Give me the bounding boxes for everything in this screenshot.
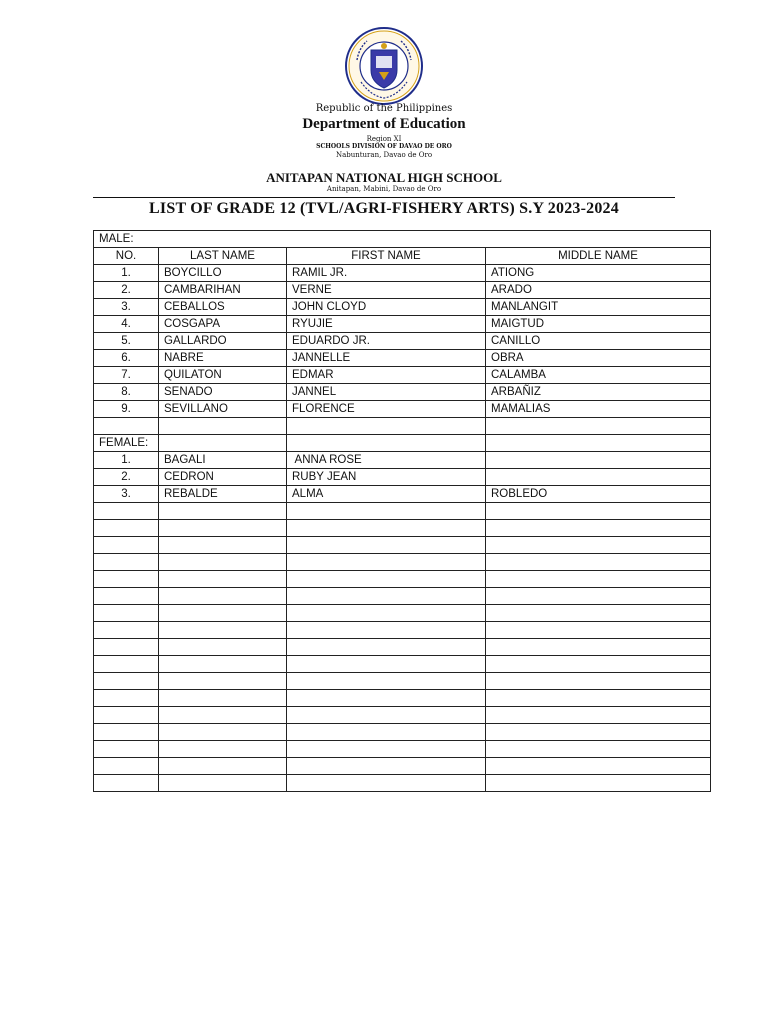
table-cell xyxy=(159,520,287,537)
table-row xyxy=(94,299,711,316)
table-row-empty xyxy=(94,622,711,639)
table-cell: EDUARDO JR. xyxy=(287,333,486,350)
table-cell: ARBAÑIZ xyxy=(486,384,711,401)
table-cell: 9. xyxy=(94,401,159,418)
table-cell xyxy=(486,605,711,622)
table-cell xyxy=(94,537,159,554)
table-cell xyxy=(287,520,486,537)
municipality-line: Nabunturan, Davao de Oro xyxy=(335,151,433,159)
table-cell xyxy=(486,707,711,724)
table-cell: 7. xyxy=(94,367,159,384)
table-cell xyxy=(159,418,287,435)
table-cell xyxy=(486,639,711,656)
table-row-empty xyxy=(94,503,711,520)
table-cell xyxy=(486,537,711,554)
table-cell xyxy=(486,741,711,758)
table-header-row xyxy=(94,248,711,265)
table-cell xyxy=(287,656,486,673)
table-cell xyxy=(94,503,159,520)
table-cell: SEVILLANO xyxy=(159,401,287,418)
section-row-female xyxy=(94,435,711,452)
table-cell: 5. xyxy=(94,333,159,350)
table-cell xyxy=(287,690,486,707)
table-cell: 3. xyxy=(94,486,159,503)
table-row-empty xyxy=(94,758,711,775)
table-cell xyxy=(486,656,711,673)
table-row xyxy=(94,350,711,367)
division-line: SCHOOLS DIVISION OF DAVAO DE ORO xyxy=(316,143,452,150)
column-header: MIDDLE NAME xyxy=(486,248,711,265)
table-cell: COSGAPA xyxy=(159,316,287,333)
table-row-empty xyxy=(94,639,711,656)
column-header: NO. xyxy=(94,248,159,265)
female-section-label: FEMALE: xyxy=(94,435,159,452)
table-cell xyxy=(486,469,711,486)
table-cell xyxy=(159,690,287,707)
table-row xyxy=(94,486,711,503)
table-cell xyxy=(287,435,486,452)
table-cell: FLORENCE xyxy=(287,401,486,418)
table-cell: BOYCILLO xyxy=(159,265,287,282)
table-cell xyxy=(159,724,287,741)
table-cell: CALAMBA xyxy=(486,367,711,384)
table-cell xyxy=(94,554,159,571)
table-cell: 3. xyxy=(94,299,159,316)
table-cell xyxy=(159,435,287,452)
table-cell xyxy=(486,520,711,537)
table-row-empty xyxy=(94,588,711,605)
table-cell: JANNEL xyxy=(287,384,486,401)
table-cell xyxy=(94,656,159,673)
table-cell xyxy=(287,605,486,622)
table-cell xyxy=(94,520,159,537)
table-cell xyxy=(159,741,287,758)
table-row xyxy=(94,384,711,401)
table-cell xyxy=(159,622,287,639)
table-cell xyxy=(287,571,486,588)
table-cell: 2. xyxy=(94,469,159,486)
school-name: ANITAPAN NATIONAL HIGH SCHOOL xyxy=(266,170,502,185)
table-cell xyxy=(94,690,159,707)
table-cell xyxy=(486,622,711,639)
table-cell xyxy=(287,741,486,758)
section-row-male xyxy=(94,231,711,248)
table-cell xyxy=(94,605,159,622)
table-cell xyxy=(287,673,486,690)
table-row xyxy=(94,333,711,350)
table-cell xyxy=(94,571,159,588)
table-cell xyxy=(486,503,711,520)
table-cell xyxy=(486,673,711,690)
table-cell: 1. xyxy=(94,452,159,469)
table-cell xyxy=(159,758,287,775)
table-cell: EDMAR xyxy=(287,367,486,384)
table-cell xyxy=(486,690,711,707)
table-row xyxy=(94,452,711,469)
table-cell: MAIGTUD xyxy=(486,316,711,333)
table-cell xyxy=(486,775,711,792)
deped-seal-icon xyxy=(343,26,425,106)
student-roster-table xyxy=(93,230,711,792)
table-cell: GALLARDO xyxy=(159,333,287,350)
table-row xyxy=(94,401,711,418)
table-cell: CEDRON xyxy=(159,469,287,486)
table-cell xyxy=(287,554,486,571)
table-cell: QUILATON xyxy=(159,367,287,384)
region-line: Region XI xyxy=(366,135,402,143)
school-address: Anitapan, Mabini, Davao de Oro xyxy=(326,185,442,193)
table-cell: ALMA xyxy=(287,486,486,503)
table-cell xyxy=(486,435,711,452)
table-cell xyxy=(159,656,287,673)
table-cell xyxy=(287,503,486,520)
table-cell: ROBLEDO xyxy=(486,486,711,503)
table-row-empty xyxy=(94,690,711,707)
table-row xyxy=(94,367,711,384)
table-row xyxy=(94,469,711,486)
table-cell xyxy=(159,503,287,520)
table-row xyxy=(94,282,711,299)
table-cell: JANNELLE xyxy=(287,350,486,367)
table-cell: 6. xyxy=(94,350,159,367)
table-row-empty xyxy=(94,571,711,588)
table-row-empty xyxy=(94,418,711,435)
department-name: Department of Education xyxy=(302,116,466,132)
table-cell xyxy=(94,775,159,792)
table-cell xyxy=(94,639,159,656)
column-header: FIRST NAME xyxy=(287,248,486,265)
table-cell xyxy=(486,571,711,588)
table-cell: CAMBARIHAN xyxy=(159,282,287,299)
table-cell xyxy=(287,707,486,724)
table-cell xyxy=(287,588,486,605)
table-cell xyxy=(287,639,486,656)
table-cell xyxy=(486,554,711,571)
table-cell xyxy=(159,673,287,690)
table-cell xyxy=(94,418,159,435)
table-row-empty xyxy=(94,656,711,673)
table-cell: MAMALIAS xyxy=(486,401,711,418)
table-cell xyxy=(287,622,486,639)
page-title: LIST OF GRADE 12 (TVL/AGRI-FISHERY ARTS) S.Y 2023-2024 xyxy=(149,200,619,217)
table-cell xyxy=(159,605,287,622)
table-cell: 4. xyxy=(94,316,159,333)
header-divider xyxy=(93,197,675,198)
table-cell xyxy=(159,537,287,554)
table-cell xyxy=(94,741,159,758)
table-cell: 1. xyxy=(94,265,159,282)
table-cell xyxy=(94,673,159,690)
table-cell xyxy=(94,588,159,605)
table-row xyxy=(94,316,711,333)
table-cell xyxy=(94,622,159,639)
table-row-empty xyxy=(94,724,711,741)
table-cell xyxy=(159,775,287,792)
table-cell: REBALDE xyxy=(159,486,287,503)
table-cell: MANLANGIT xyxy=(486,299,711,316)
table-cell: 2. xyxy=(94,282,159,299)
table-cell xyxy=(287,775,486,792)
table-cell: VERNE xyxy=(287,282,486,299)
table-cell xyxy=(287,537,486,554)
column-header: LAST NAME xyxy=(159,248,287,265)
table-row-empty xyxy=(94,520,711,537)
table-cell xyxy=(486,588,711,605)
table-cell: NABRE xyxy=(159,350,287,367)
male-section-label: MALE: xyxy=(94,231,711,248)
table-cell xyxy=(159,639,287,656)
table-cell: RYUJIE xyxy=(287,316,486,333)
table-cell xyxy=(486,418,711,435)
table-row-empty xyxy=(94,605,711,622)
table-row-empty xyxy=(94,775,711,792)
table-cell xyxy=(159,554,287,571)
table-row-empty xyxy=(94,554,711,571)
table-cell xyxy=(94,707,159,724)
table-cell xyxy=(94,724,159,741)
table-row xyxy=(94,265,711,282)
table-cell xyxy=(159,588,287,605)
table-cell xyxy=(486,758,711,775)
table-cell xyxy=(486,724,711,741)
table-row-empty xyxy=(94,537,711,554)
table-cell xyxy=(287,724,486,741)
table-row-empty xyxy=(94,707,711,724)
table-cell xyxy=(159,571,287,588)
table-cell: 8. xyxy=(94,384,159,401)
table-row-empty xyxy=(94,741,711,758)
table-cell: JOHN CLOYD xyxy=(287,299,486,316)
table-cell: RUBY JEAN xyxy=(287,469,486,486)
table-cell: BAGALI xyxy=(159,452,287,469)
table-cell: RAMIL JR. xyxy=(287,265,486,282)
table-cell xyxy=(287,758,486,775)
table-cell xyxy=(287,418,486,435)
table-cell: ATIONG xyxy=(486,265,711,282)
table-cell: ARADO xyxy=(486,282,711,299)
table-cell: CANILLO xyxy=(486,333,711,350)
table-cell: OBRA xyxy=(486,350,711,367)
table-cell: CEBALLOS xyxy=(159,299,287,316)
table-row-empty xyxy=(94,673,711,690)
republic-line: Republic of the Philippines xyxy=(315,103,453,114)
table-cell xyxy=(159,707,287,724)
table-cell xyxy=(94,758,159,775)
table-cell xyxy=(486,452,711,469)
table-cell: ANNA ROSE xyxy=(287,452,486,469)
table-cell: SENADO xyxy=(159,384,287,401)
